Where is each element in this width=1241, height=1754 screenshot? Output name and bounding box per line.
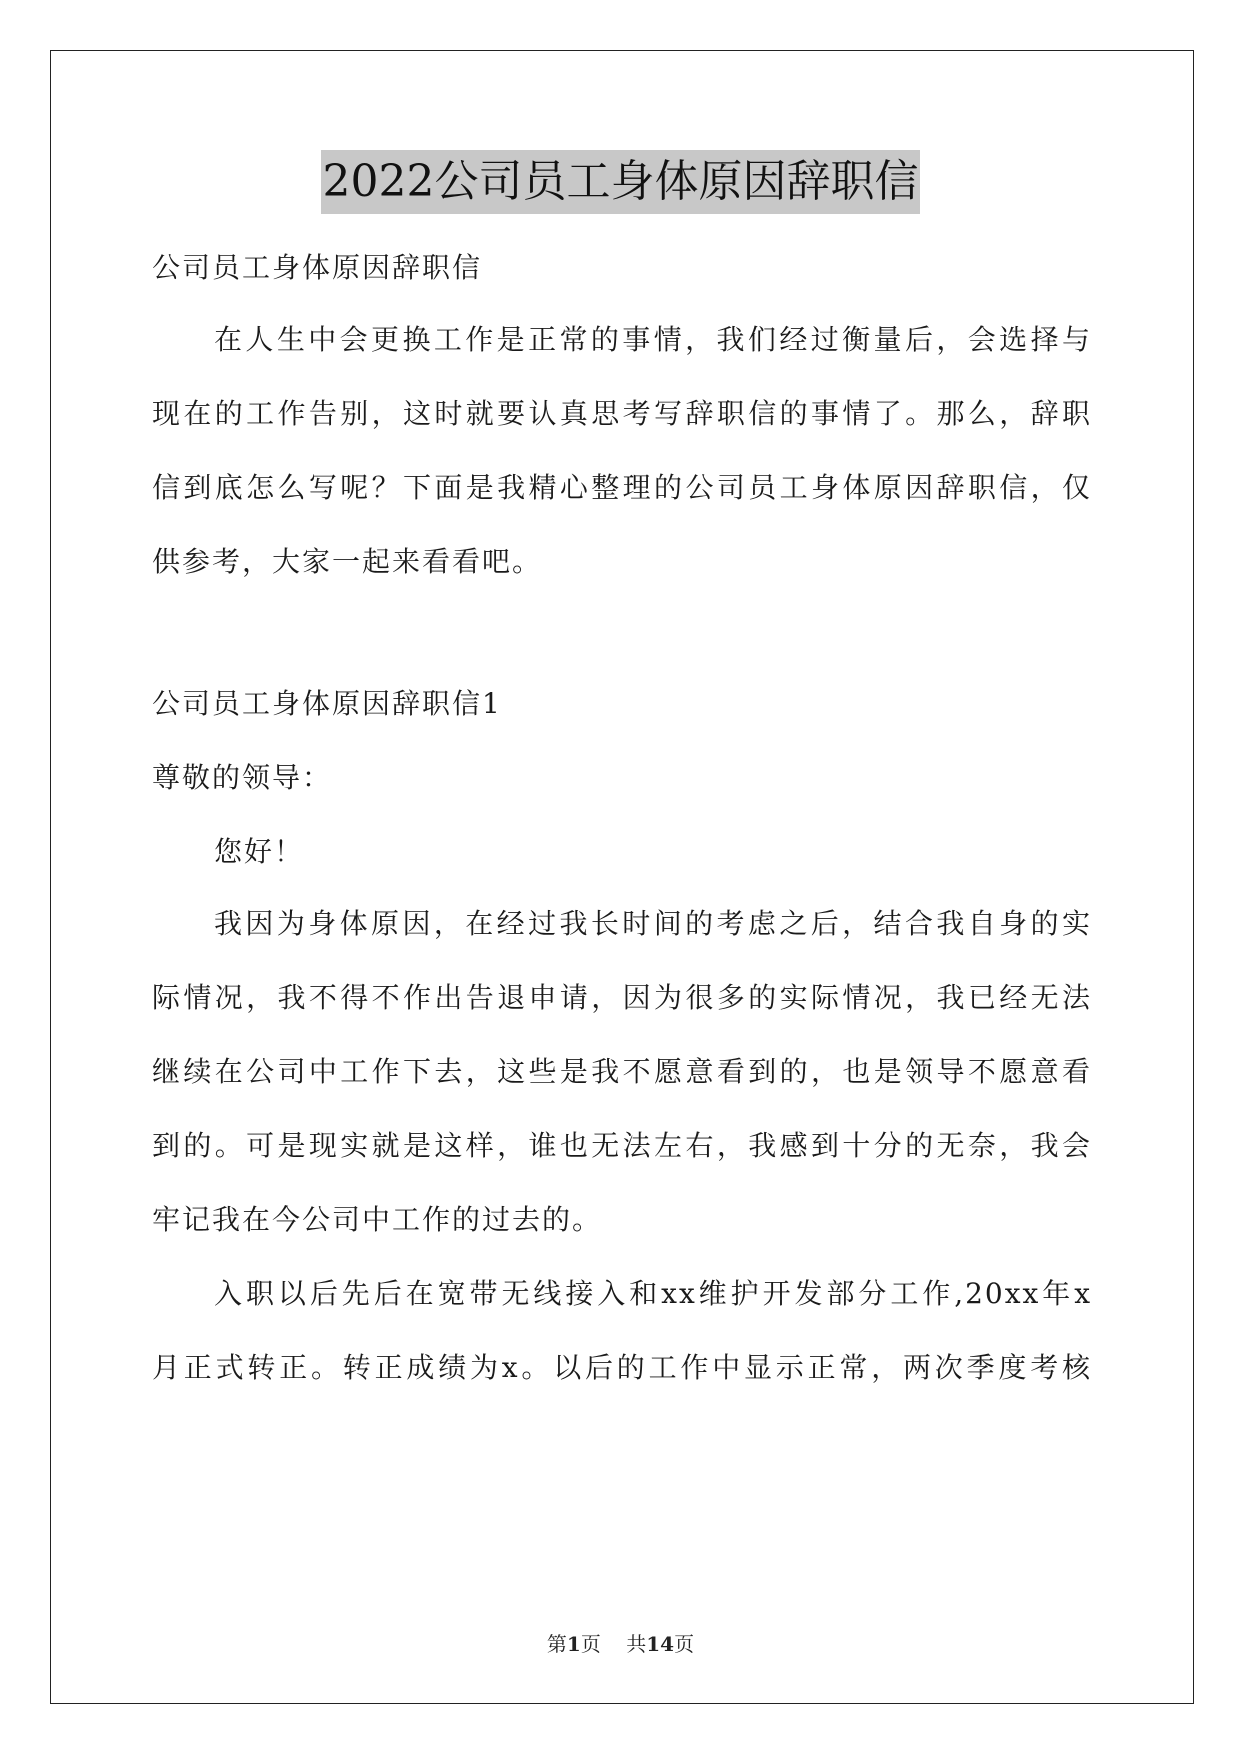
section-heading: 公司员工身体原因辞职信1	[152, 687, 502, 720]
page-footer	[0, 1628, 1241, 1657]
paragraph-line: 现在的工作告别，这时就要认真思考写辞职信的事情了。那么，辞职	[152, 397, 1092, 430]
total-label-suffix: 页	[674, 1632, 695, 1656]
page-label-prefix: 第	[546, 1632, 567, 1656]
total-pages: 14	[646, 1632, 675, 1656]
page-number: 1	[566, 1632, 581, 1656]
paragraph-line: 我因为身体原因，在经过我长时间的考虑之后，结合我自身的实	[214, 907, 1092, 940]
paragraph-line: 在人生中会更换工作是正常的事情，我们经过衡量后，会选择与	[214, 323, 1092, 356]
document-title: 2022公司员工身体原因辞职信	[321, 150, 921, 214]
paragraph-line: 供参考，大家一起来看看吧。	[152, 545, 543, 578]
paragraph-line: 继续在公司中工作下去，这些是我不愿意看到的，也是领导不愿意看	[152, 1055, 1092, 1088]
paragraph-line: 际情况，我不得不作出告退申请，因为很多的实际情况，我已经无法	[152, 981, 1092, 1014]
page-label-suffix: 页	[580, 1632, 601, 1656]
total-label-prefix: 共	[626, 1632, 647, 1656]
page-border	[50, 50, 1194, 1704]
paragraph-line: 到的。可是现实就是这样，谁也无法左右，我感到十分的无奈，我会	[152, 1129, 1092, 1162]
paragraph-line: 牢记我在今公司中工作的过去的。	[152, 1203, 603, 1236]
paragraph-line: 信到底怎么写呢？下面是我精心整理的公司员工身体原因辞职信，仅	[152, 471, 1092, 504]
title-container	[0, 150, 1241, 214]
paragraph-line: 月正式转正。转正成绩为x。以后的工作中显示正常，两次季度考核	[152, 1351, 1092, 1384]
salutation: 尊敬的领导：	[152, 761, 333, 794]
greeting: 您好！	[214, 835, 305, 868]
paragraph-line: 入职以后先后在宽带无线接入和xx维护开发部分工作,20xx年x	[214, 1277, 1092, 1310]
subtitle-line: 公司员工身体原因辞职信	[152, 251, 483, 284]
